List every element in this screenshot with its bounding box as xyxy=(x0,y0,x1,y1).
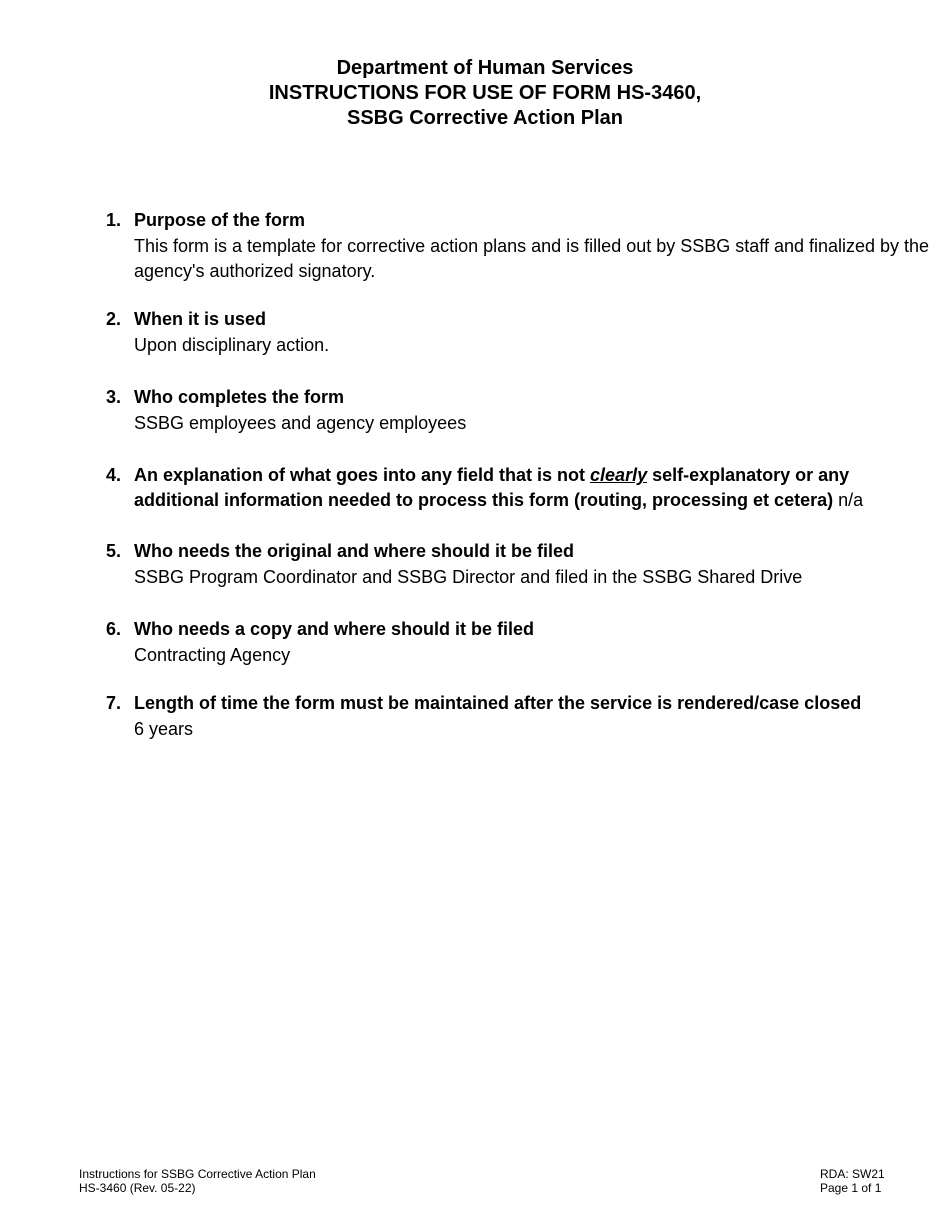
item-answer: SSBG employees and agency employees xyxy=(134,413,467,433)
item-heading xyxy=(134,463,934,513)
item-number: 2. xyxy=(106,309,122,329)
item-heading: Purpose of the form xyxy=(134,210,306,230)
item-number: 1. xyxy=(106,210,122,230)
item-answer: 6 years xyxy=(134,719,194,739)
department-title: Department of Human Services xyxy=(336,57,634,79)
emphasis-clearly: clearly xyxy=(590,465,648,485)
item-answer: SSBG Program Coordinator and SSBG Director and filed in the SSBG Shared Drive xyxy=(134,567,803,587)
document-header xyxy=(0,56,950,131)
item-answer: This form is a template for corrective action plans and is filled out by SSBG staff and finalized by the agency's authorized signatory. xyxy=(134,236,930,281)
item-heading: Who needs the original and where should it be filed xyxy=(134,541,575,561)
form-title: SSBG Corrective Action Plan xyxy=(347,107,623,129)
item-answer: n/a xyxy=(833,490,864,510)
item-heading: When it is used xyxy=(134,309,267,329)
footer-page-info xyxy=(820,1167,885,1195)
item-number: 6. xyxy=(106,619,122,639)
heading-part-2: self-explanatory or any additional information needed to process this form (routing, processing et cetera) xyxy=(134,465,850,510)
item-number: 5. xyxy=(106,541,122,561)
item-heading: Who completes the form xyxy=(134,387,345,407)
footer-form-revision: HS-3460 (Rev. 05-22) xyxy=(79,1181,196,1195)
footer-form-title: Instructions for SSBG Corrective Action Plan xyxy=(79,1167,316,1181)
item-answer: Contracting Agency xyxy=(134,645,291,665)
item-heading: Who needs a copy and where should it be filed xyxy=(134,619,535,639)
footer-rda: RDA: SW21 xyxy=(820,1167,885,1181)
item-heading: Length of time the form must be maintained after the service is rendered/case closed xyxy=(134,693,862,713)
item-number: 4. xyxy=(106,465,122,485)
footer-form-info xyxy=(79,1167,316,1195)
heading-part-1: An explanation of what goes into any field that is not xyxy=(134,465,591,485)
instructions-title: INSTRUCTIONS FOR USE OF FORM HS-3460, xyxy=(268,82,702,104)
footer-page-number: Page 1 of 1 xyxy=(820,1181,882,1195)
item-number: 3. xyxy=(106,387,122,407)
item-number: 7. xyxy=(106,693,122,713)
item-answer: Upon disciplinary action. xyxy=(134,335,330,355)
